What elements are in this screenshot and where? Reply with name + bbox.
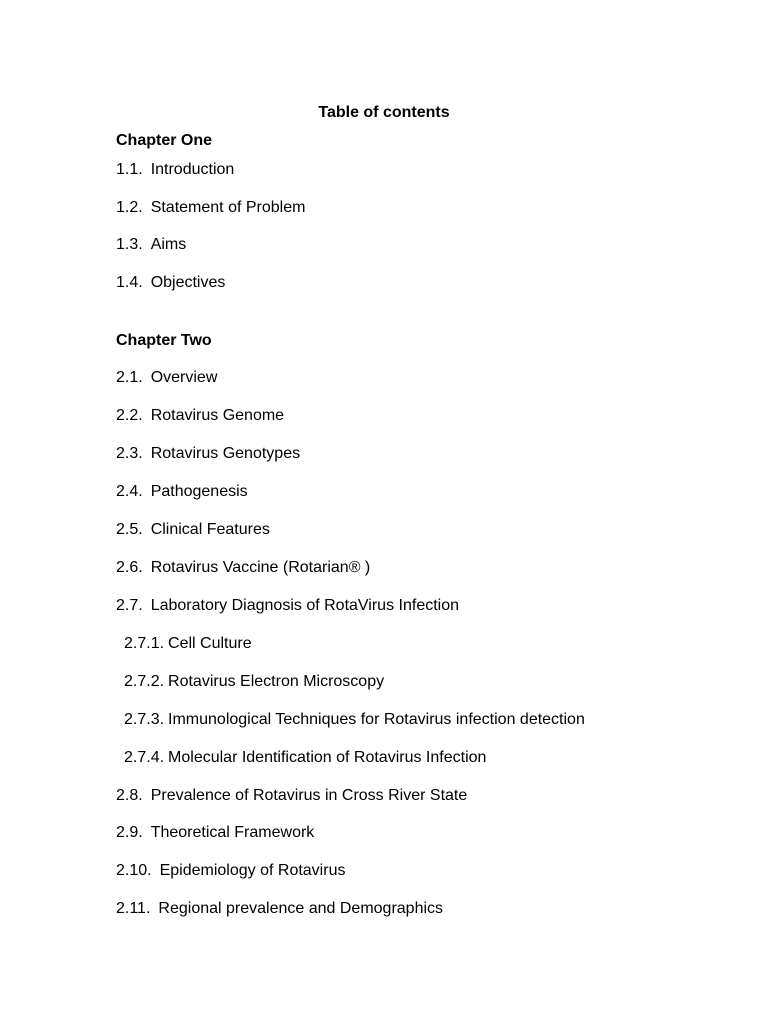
toc-entry-text: Rotavirus Electron Microscopy (168, 673, 385, 690)
toc-entry-text: Epidemiology of Rotavirus (159, 862, 346, 879)
toc-entry-text: Laboratory Diagnosis of RotaVirus Infection (150, 597, 460, 614)
toc-entry-2-7-1 (124, 633, 252, 655)
toc-entry-text: Statement of Problem (150, 199, 306, 216)
toc-entry-number: 2.7.1. (124, 635, 165, 652)
toc-entry-text: Cell Culture (168, 635, 252, 652)
toc-entry-2-4 (116, 481, 248, 503)
toc-entry-number: 2.4. (116, 483, 143, 500)
toc-entry-2-10 (116, 860, 345, 882)
toc-entry-text: Rotavirus Genotypes (150, 445, 301, 462)
toc-entry-number: 2.6. (116, 559, 143, 576)
toc-entry-2-7 (116, 595, 459, 617)
toc-entry-number: 2.2. (116, 407, 143, 424)
toc-entry-2-7-3 (124, 709, 585, 731)
toc-entry-text: Aims (150, 236, 187, 253)
toc-entry-number: 2.7.3. (124, 711, 165, 728)
toc-entry-2-11 (116, 898, 443, 920)
toc-entry-text: Immunological Techniques for Rotavirus infection detection (168, 711, 585, 728)
toc-entry-number: 2.7. (116, 597, 143, 614)
toc-entry-text: Molecular Identification of Rotavirus Infection (168, 749, 487, 766)
toc-entry-number: 1.4. (116, 274, 143, 291)
toc-entry-text: Prevalence of Rotavirus in Cross River State (150, 787, 468, 804)
toc-entry-text: Objectives (150, 274, 226, 291)
toc-entry-text: Clinical Features (150, 521, 270, 538)
toc-entry-text: Rotavirus Vaccine (Rotarian® ) (150, 559, 371, 576)
toc-entry-2-8 (116, 785, 467, 807)
toc-entry-number: 2.1. (116, 369, 143, 386)
toc-entry-number: 2.7.4. (124, 749, 165, 766)
toc-entry-text: Pathogenesis (150, 483, 248, 500)
toc-entry-number: 2.8. (116, 787, 143, 804)
toc-entry-number: 1.2. (116, 199, 143, 216)
toc-entry-2-6 (116, 557, 370, 579)
toc-entry-text: Theoretical Framework (150, 824, 315, 841)
toc-entry-number: 2.10. (116, 862, 152, 879)
toc-entry-2-7-2 (124, 671, 384, 693)
toc-entry-number: 2.11. (116, 900, 151, 917)
toc-entry-1-3 (116, 234, 186, 256)
toc-entry-2-7-4 (124, 747, 486, 769)
toc-entry-number: 1.1. (116, 161, 143, 178)
toc-entry-2-5 (116, 519, 270, 541)
toc-entry-1-2 (116, 197, 305, 219)
toc-entry-1-1 (116, 159, 234, 181)
toc-entry-2-9 (116, 822, 314, 844)
toc-entry-text: Rotavirus Genome (150, 407, 285, 424)
toc-title: Table of contents (318, 104, 450, 121)
toc-entry-number: 1.3. (116, 236, 143, 253)
toc-entry-number: 2.3. (116, 445, 143, 462)
toc-entry-number: 2.9. (116, 824, 143, 841)
toc-entry-1-4 (116, 272, 225, 294)
toc-entry-number: 2.5. (116, 521, 143, 538)
toc-entry-2-2 (116, 405, 284, 427)
chapter-one-heading: Chapter One (116, 132, 213, 149)
chapter-two-heading: Chapter Two (116, 332, 212, 349)
toc-entry-text: Introduction (150, 161, 235, 178)
toc-entry-text: Regional prevalence and Demographics (158, 900, 444, 917)
toc-entry-2-1 (116, 367, 217, 389)
toc-entry-2-3 (116, 443, 300, 465)
toc-entry-number: 2.7.2. (124, 673, 165, 690)
toc-entry-text: Overview (150, 369, 218, 386)
